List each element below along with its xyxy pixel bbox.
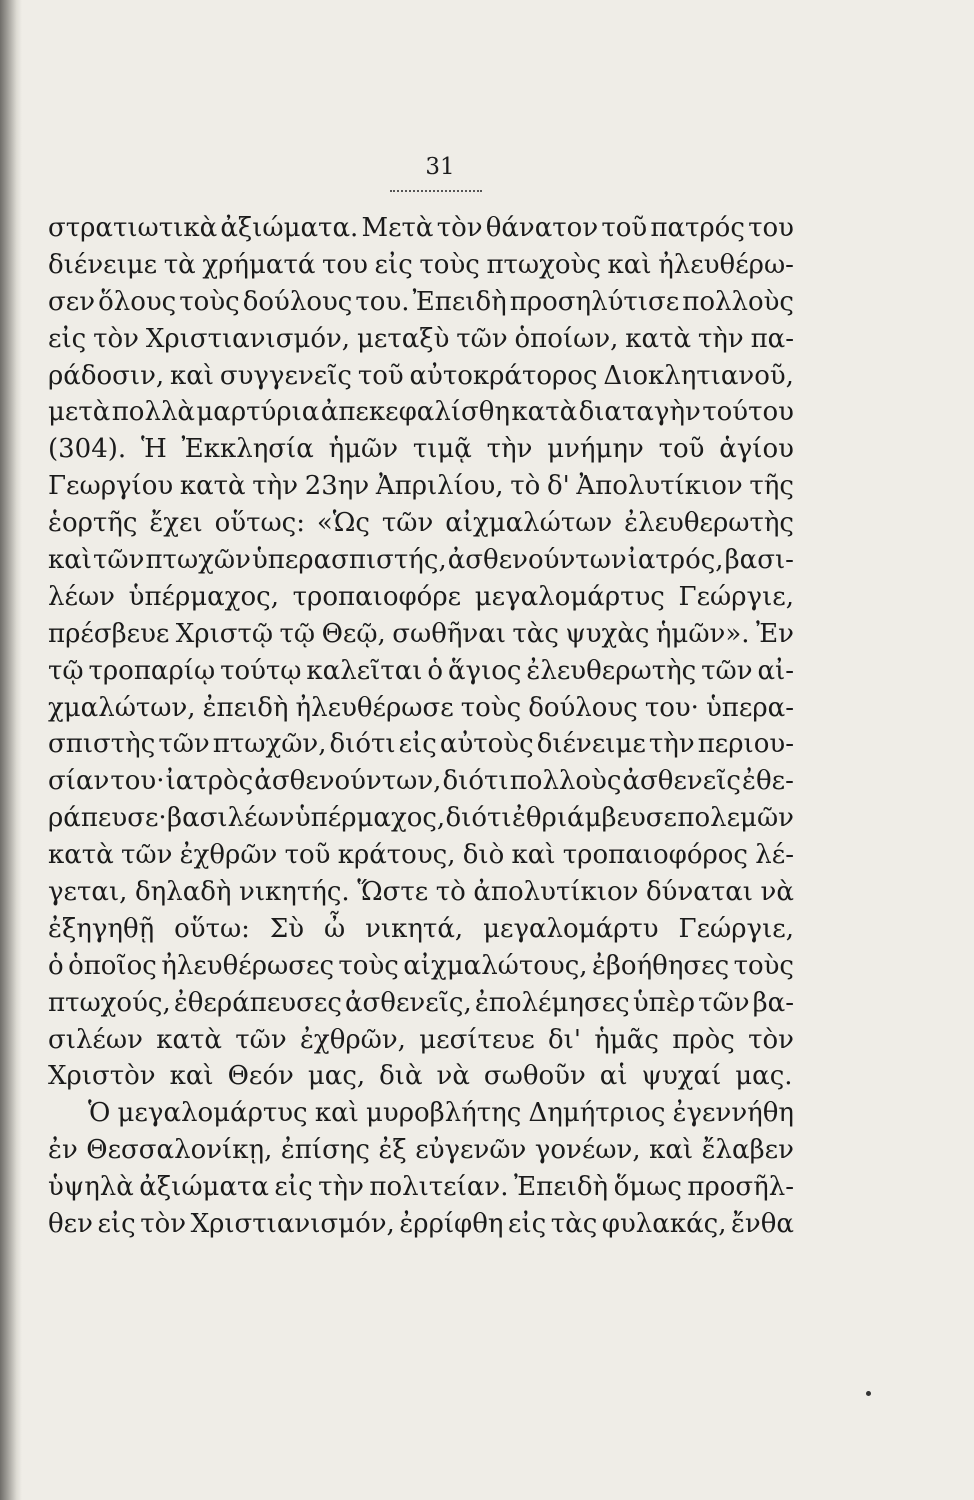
text-line: ὁ ὁποῖος ἠλευθέρωσες τοὺς αἰχμαλώτους, ἐβοήθησες τοὺς <box>48 950 794 981</box>
text-line: εἰς τὸν Χριστιανισμόν, μεταξὺ τῶν ὁποίων, κατὰ τὴν πα- <box>48 323 794 354</box>
text-line: ἑορτῆς ἔχει οὕτως: «Ὡς τῶν αἰχμαλώτων ἐλευθερωτὴς <box>48 508 794 539</box>
text-line: γεται, δηλαδὴ νικητής. Ὥστε τὸ ἀπολυτίκιον δύναται νὰ <box>48 877 794 908</box>
text-line: Γεωργίου κατὰ τὴν 23ην Ἀπριλίου, τὸ δ' Ἀπολυτίκιον τῆς <box>48 471 794 502</box>
text-line: διένειμε τὰ χρήματά του εἰς τοὺς πτωχοὺς καὶ ἠλευθέρω- <box>48 249 794 280</box>
text-line: σιλέων κατὰ τῶν ἐχθρῶν, μεσίτευε δι' ἡμᾶς πρὸς τὸν <box>48 1024 794 1055</box>
text-line: μετὰ πολλὰ μαρτύρια ἀπεκεφαλίσθη κατὰ διαταγὴν τούτου <box>48 397 794 428</box>
text-line: σίαν του· ἰατρὸς ἀσθενούντων, διότι πολλοὺς ἀσθενεῖς ἐθε- <box>48 766 794 797</box>
text-line: ράπευσε· βασιλέων ὑπέρμαχος, διότι ἐθριάμβευσε πολεμῶν <box>48 803 794 834</box>
text-line: χμαλώτων, ἐπειδὴ ἠλευθέρωσε τοὺς δούλους του· ὑπερα- <box>48 692 794 723</box>
text-line: τῷ τροπαρίῳ τούτῳ καλεῖται ὁ ἅγιος ἐλευθερωτὴς τῶν αἰ- <box>48 655 794 686</box>
text-line: θεν εἰς τὸν Χριστιανισμόν, ἐρρίφθη εἰς τὰς φυλακάς, ἔνθα <box>48 1209 794 1240</box>
text-line: (304). Ἡ Ἐκκλησία ἡμῶν τιμᾷ τὴν μνήμην τοῦ ἁγίου <box>48 434 794 465</box>
text-line: κατὰ τῶν ἐχθρῶν τοῦ κράτους, διὸ καὶ τροπαιοφόρος λέ- <box>48 840 794 871</box>
text-line: πρέσβευε Χριστῷ τῷ Θεῷ, σωθῆναι τὰς ψυχὰς ἡμῶν». Ἐν <box>48 618 794 649</box>
ink-speck <box>866 1391 871 1396</box>
page-number: 31 <box>425 154 455 180</box>
text-line: πτωχούς, ἐθεράπευσες ἀσθενεῖς, ἐπολέμησες ὑπὲρ τῶν βα- <box>48 987 794 1018</box>
text-line: στρατιωτικὰ ἀξιώματα. Μετὰ τὸν θάνατον τοῦ πατρός του <box>48 213 794 243</box>
body-text <box>48 210 794 1243</box>
page-number-rule <box>390 190 482 192</box>
text-line: Χριστὸν καὶ Θεόν μας, διὰ νὰ σωθοῦν αἱ ψυχαί μας. <box>48 1061 793 1092</box>
book-spine-shadow <box>0 0 22 1500</box>
text-line: σεν ὅλους τοὺς δούλους του. Ἐπειδὴ προσηλύτισε πολλοὺς <box>48 286 794 317</box>
text-line: ἐξηγηθῇ οὕτω: Σὺ ὦ νικητά, μεγαλομάρτυ Γεώργιε, <box>48 913 794 944</box>
text-line: λέων ὑπέρμαχος, τροπαιοφόρε μεγαλομάρτυς Γεώργιε, <box>48 581 794 612</box>
text-line: Ὁ μεγαλομάρτυς καὶ μυροβλήτης Δημήτριος ἐγεννήθη <box>88 1098 794 1129</box>
text-line: ράδοσιν, καὶ συγγενεῖς τοῦ αὐτοκράτορος Διοκλητιανοῦ, <box>48 360 794 391</box>
text-line: σπιστὴς τῶν πτωχῶν, διότι εἰς αὐτοὺς διένειμε τὴν περιου- <box>48 729 794 760</box>
text-line: ὑψηλὰ ἀξιώματα εἰς τὴν πολιτείαν. Ἐπειδὴ ὅμως προσῆλ- <box>48 1172 794 1203</box>
text-line: ἐν Θεσσαλονίκῃ, ἐπίσης ἐξ εὐγενῶν γονέων, καὶ ἔλαβεν <box>48 1135 794 1166</box>
text-line: καὶ τῶν πτωχῶν ὑπερασπιστής, ἀσθενούντων ἰατρός, βασι- <box>48 545 794 576</box>
